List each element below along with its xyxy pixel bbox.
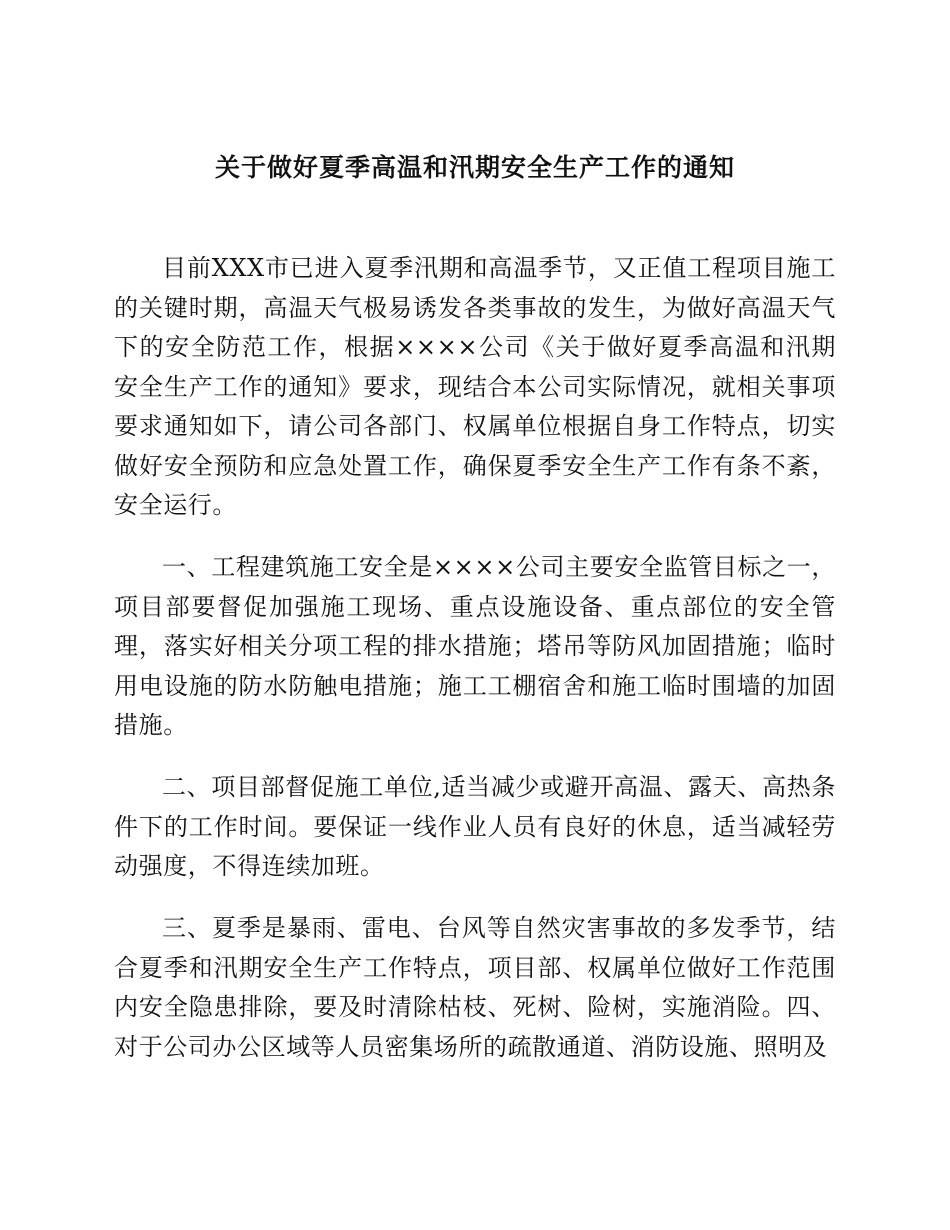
paragraph-item-3: 三、夏季是暴雨、雷电、台风等自然灾害事故的多发季节，结合夏季和汛期安全生产工作特点，项目部、权属单位做好工作范围内安全隐患排除，要及时清除枯枝、死树、险树，实施消险。四、对于公司办公区域等人员密集场所的疏散通道、消防设施、照明及 [114,914,836,1061]
document-title: 关于做好夏季高温和汛期安全生产工作的通知 [214,153,735,182]
document-body [114,249,836,1090]
paragraph-item-1: 一、工程建筑施工安全是××××公司主要安全监管目标之一，项目部要督促加强施工现场、重点设施设备、重点部位的安全管理，落实好相关分项工程的排水措施；塔吊等防风加固措施；临时用电设施的防水防触电措施；施工工棚宿舍和施工临时围墙的加固措施。 [114,553,836,739]
paragraph-intro: 目前XXX市已进入夏季汛期和高温季节，又正值工程项目施工的关键时期，高温天气极易诱发各类事故的发生，为做好高温天气下的安全防范工作，根据××××公司《关于做好夏季高温和汛期安全生产工作的通知》要求，现结合本公司实际情况，就相关事项要求通知如下，请公司各部门、权属单位根据自身工作特点，切实做好安全预防和应急处置工作，确保夏季安全生产工作有条不紊，安全运行。 [114,254,836,519]
paragraph-item-2: 二、项目部督促施工单位,适当减少或避开高温、露天、高热条件下的工作时间。要保证一线作业人员有良好的休息，适当减轻劳动强度，不得连续加班。 [114,773,836,880]
